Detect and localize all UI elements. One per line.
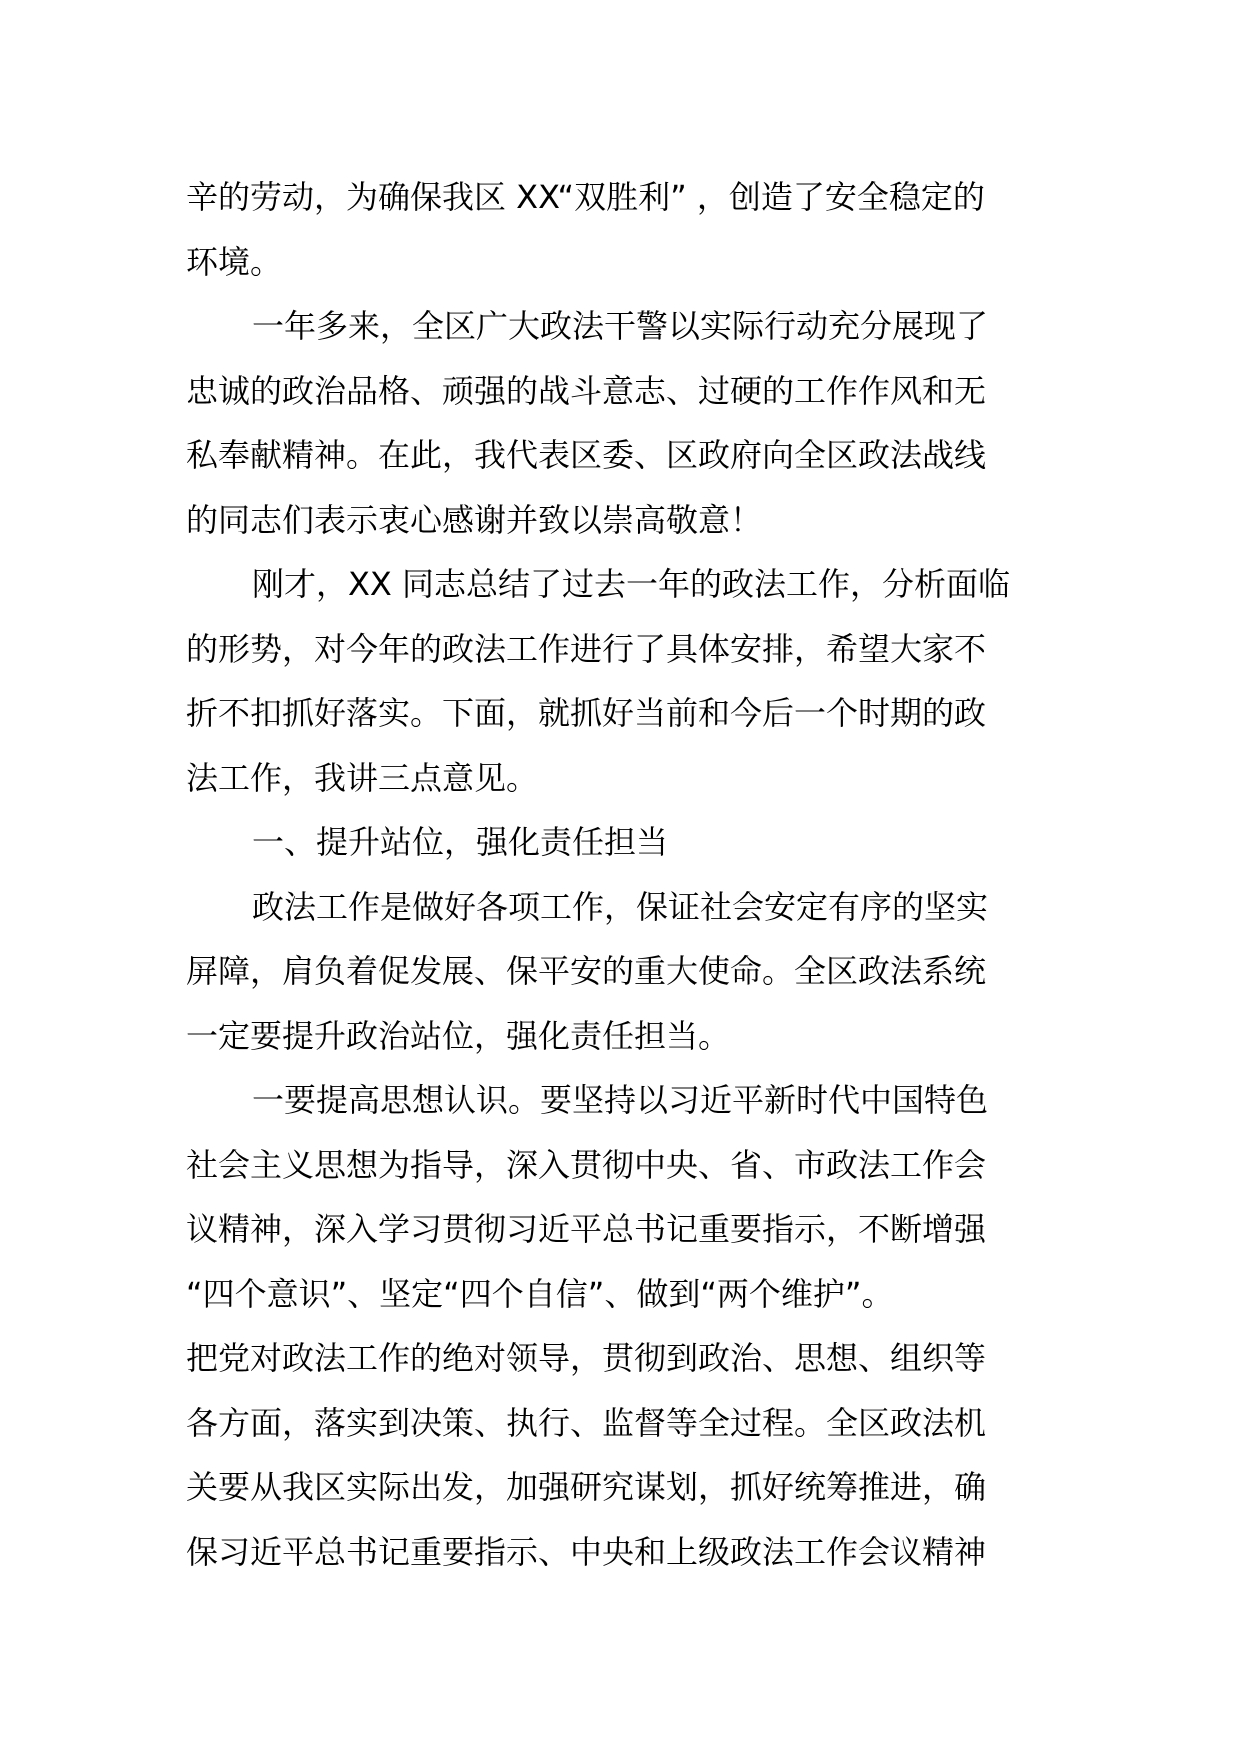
document-paragraph: [186, 294, 1056, 552]
text-line: 忠诚的政治品格、顽强的战斗意志、过硬的工作作风和无: [186, 371, 987, 410]
document-paragraph: [186, 1068, 1056, 1584]
document-paragraph: [186, 875, 1056, 1069]
text-line: 各方面，落实到决策、执行、监督等全过程。全区政法机: [186, 1403, 987, 1442]
text-line: 一要提高思想认识。要坚持以习近平新时代中国特色: [252, 1081, 989, 1119]
text-line: 关要从我区实际出发，加强研究谋划，抓好统筹推进，确: [186, 1468, 987, 1506]
text-line: 折不扣抓好落实。下面，就抓好当前和今后一个时期的政: [186, 694, 987, 732]
text-line: 的形势，对今年的政法工作进行了具体安排，希望大家不: [186, 629, 987, 668]
text-line: 私奉献精神。在此，我代表区委、区政府向全区政法战线: [186, 436, 987, 474]
text-line: “四个意识”、坚定“四个自信”、做到“两个维护”。: [186, 1274, 894, 1313]
text-line: 议精神，深入学习贯彻习近平总书记重要指示，不断增强: [186, 1210, 987, 1248]
text-line: 社会主义思想为指导，深入贯彻中央、省、市政法工作会: [186, 1145, 987, 1184]
text-line: 一年多来，全区广大政法干警以实际行动充分展现了: [252, 307, 989, 345]
text-line: 保习近平总书记重要指示、中央和上级政法工作会议精神: [186, 1532, 987, 1571]
text-line: 环境。: [186, 242, 283, 281]
text-line: 把党对政法工作的绝对领导，贯彻到政治、思想、组织等: [186, 1339, 987, 1377]
text-line: 辛的劳动，为确保我区 XX“双胜利” ，创造了安全稳定的: [186, 178, 985, 216]
document-paragraph: [186, 165, 1056, 294]
document-body: [186, 165, 1056, 1584]
document-paragraph: [186, 810, 1056, 875]
document-paragraph: [186, 552, 1056, 810]
text-line: 的同志们表示衷心感谢并致以崇高敬意！: [186, 500, 763, 539]
text-line: 法工作，我讲三点意见。: [186, 758, 539, 797]
text-line: 一定要提升政治站位，强化责任担当。: [186, 1016, 731, 1055]
document-page: [186, 165, 1056, 1584]
text-line: 屏障，肩负着促发展、保平安的重大使命。全区政法系统: [186, 952, 987, 990]
text-line: 刚才，XX 同志总结了过去一年的政法工作，分析面临: [252, 565, 1011, 603]
text-line: 政法工作是做好各项工作，保证社会安定有序的坚实: [252, 887, 989, 926]
text-line: 一、提升站位，强化责任担当: [252, 823, 669, 861]
